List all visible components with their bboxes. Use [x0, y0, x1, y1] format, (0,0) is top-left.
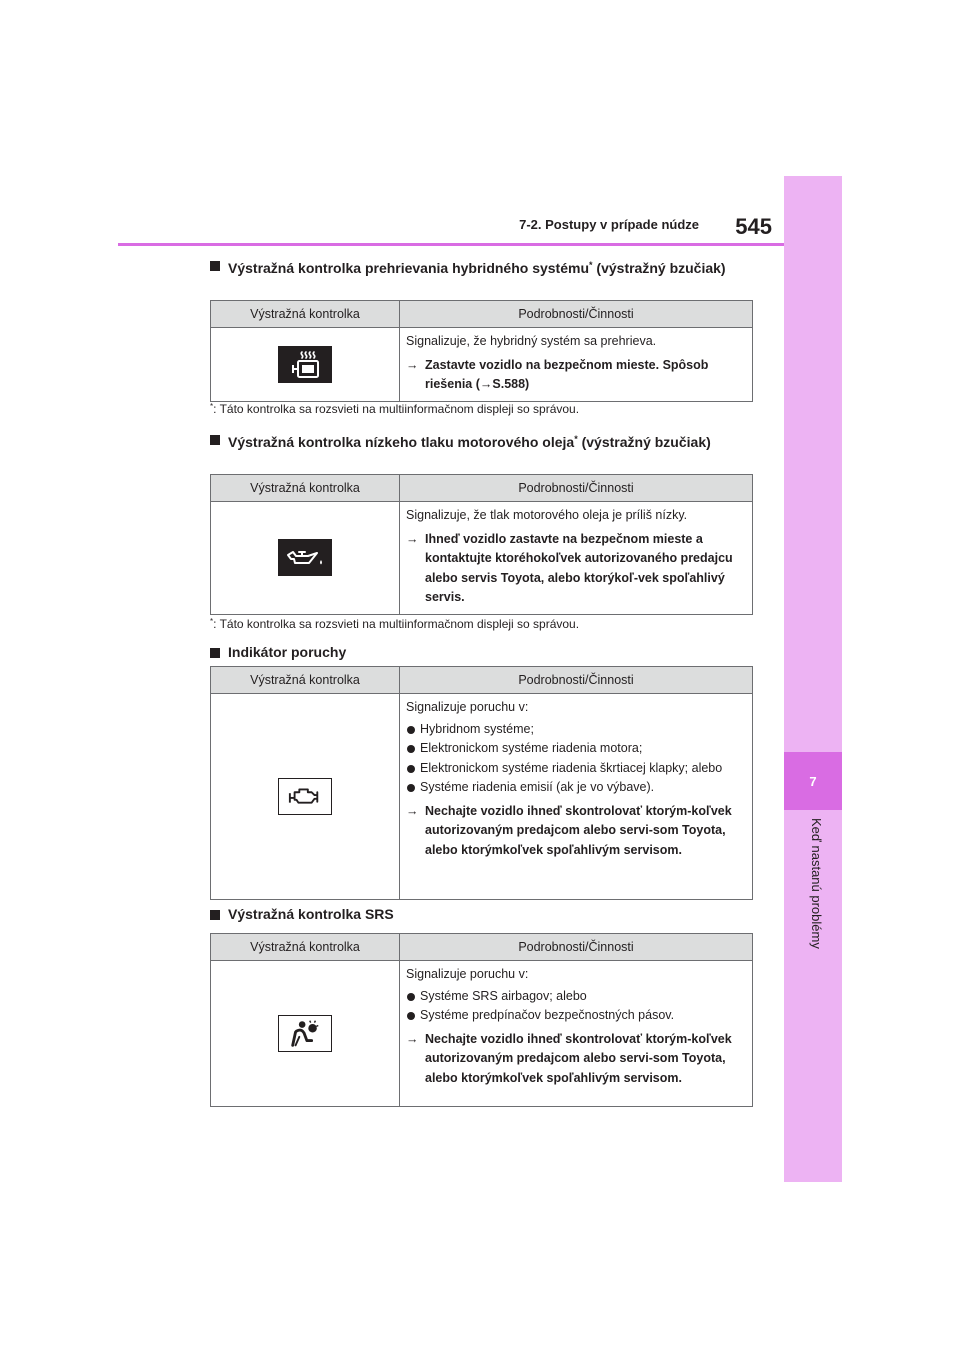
srs-airbag-icon	[278, 1015, 332, 1052]
section-title: 7-2. Postupy v prípade núdze	[519, 217, 699, 232]
square-bullet-icon	[210, 261, 220, 271]
header-rule	[118, 243, 784, 246]
warning-table-malfunction: Výstražná kontrolka Podrobnosti/Činnosti Signalizuje poruchu v: Hybridnom systéme; Elektronickom systéme riadenia motora; Elektronickom systéme riadenia škrtiacej klapky; alebo Systéme riadenia emisií (ak je vo výbave). → Nechajte vozidlo ihneď skontrolovať ktorým-koľvek autorizovaným predajcom alebo servi-som Toyota, alebo ktorýmkoľvek spoľahlivým servisom.	[210, 666, 753, 900]
hybrid-overheat-icon	[278, 346, 332, 383]
chapter-number: 7	[784, 752, 842, 810]
column-header-details: Podrobnosti/Činnosti	[400, 934, 753, 961]
square-bullet-icon	[210, 435, 220, 445]
warning-table-srs: Výstražná kontrolka Podrobnosti/Činnosti Signalizuje poruchu v: Systéme SRS airbagov; alebo Systéme predpínačov bezpečnostných pásov. → Nechajte vozidlo ihneď skontrolovať ktorým-koľvek autorizovaným predajcom alebo servi-som Toyota, alebo ktorýmkoľvek spoľahlivým servisom.	[210, 933, 753, 1107]
column-header-light: Výstražná kontrolka	[211, 475, 400, 502]
bullet-dot-icon	[407, 745, 415, 753]
square-bullet-icon	[210, 648, 220, 658]
section-heading-malfunction: Indikátor poruchy	[210, 641, 755, 664]
page-number: 545	[735, 214, 772, 239]
bullet-dot-icon	[407, 1012, 415, 1020]
column-header-details: Podrobnosti/Činnosti	[400, 667, 753, 694]
check-engine-icon	[278, 778, 332, 815]
column-header-details: Podrobnosti/Činnosti	[400, 301, 753, 328]
bullet-dot-icon	[407, 784, 415, 792]
bullet-dot-icon	[407, 993, 415, 1001]
warning-table-hybrid-overheat: Výstražná kontrolka Podrobnosti/Činnosti Signalizuje, že hybridný systém sa prehrieva. → Zastavte vozidlo na bezpečnom mieste. Spôsob riešenia (→S.588)	[210, 300, 753, 402]
footnote-oil-pressure: *: Táto kontrolka sa rozsvieti na multiinformačnom displeji so správou.	[210, 617, 580, 631]
section-heading-oil-pressure: Výstražná kontrolka nízkeho tlaku motorového oleja* (výstražný bzučiak)	[210, 428, 755, 454]
oil-pressure-icon	[278, 539, 332, 576]
column-header-light: Výstražná kontrolka	[211, 934, 400, 961]
arrow-right-icon: →	[406, 357, 419, 372]
warning-table-oil-pressure: Výstražná kontrolka Podrobnosti/Činnosti Signalizuje, že tlak motorového oleja je príliš nízky. → Ihneď vozidlo zastavte na bezpečnom mieste a kontaktujte ktoréhokoľvek autorizovaného predajcu alebo servis Toyota, alebo ktorýkoľ-vek spoľahlivý servis.	[210, 474, 753, 615]
column-header-light: Výstražná kontrolka	[211, 667, 400, 694]
section-heading-srs: Výstražná kontrolka SRS	[210, 903, 755, 926]
arrow-right-icon: →	[406, 803, 419, 818]
bullet-dot-icon	[407, 726, 415, 734]
arrow-right-icon: →	[406, 531, 419, 546]
section-heading-hybrid-overheat: Výstražná kontrolka prehrievania hybridného systému* (výstražný bzučiak)	[210, 254, 755, 280]
column-header-details: Podrobnosti/Činnosti	[400, 475, 753, 502]
column-header-light: Výstražná kontrolka	[211, 301, 400, 328]
square-bullet-icon	[210, 910, 220, 920]
footnote-hybrid-overheat: *: Táto kontrolka sa rozsvieti na multiinformačnom displeji so správou.	[210, 402, 580, 416]
bullet-dot-icon	[407, 765, 415, 773]
arrow-right-icon: →	[406, 1031, 419, 1046]
chapter-label: Keď nastanú problémy	[809, 818, 824, 949]
